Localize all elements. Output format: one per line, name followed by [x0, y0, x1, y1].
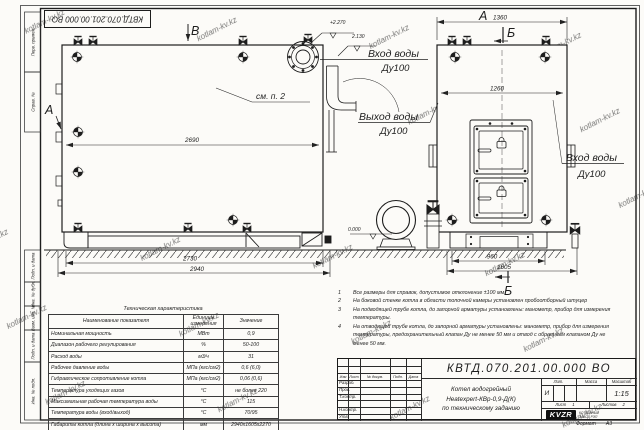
spec-value: 2940х1605х2270 — [224, 419, 279, 430]
tech-header-row — [49, 315, 279, 329]
company-cell — [541, 408, 637, 421]
spec-value: не более 220 — [224, 385, 279, 396]
dim-1260: 1260 — [489, 85, 505, 93]
spec-unit: МПа (кгс/см2) — [184, 362, 224, 373]
format-value: А3 — [605, 421, 612, 427]
col-podp: Подп. — [393, 374, 403, 379]
dim-1605: 1605 — [496, 263, 512, 271]
tech-row — [49, 362, 279, 373]
view-v-label: В — [191, 24, 200, 38]
stamp-label: Перв. примен. — [30, 27, 36, 57]
company-logo: KVZR — [546, 410, 576, 420]
water-outlet-dn: Ду100 — [380, 126, 408, 137]
stamp-label: Инв. № дубл. — [30, 280, 36, 308]
title-block — [337, 358, 636, 420]
spec-name: Рабочее давление воды — [49, 362, 184, 373]
note-item — [331, 323, 619, 348]
sheets-number: 2 — [622, 402, 625, 407]
note-text: Все размеры для справок, допустимое отклонение ±100 мм. — [353, 290, 506, 296]
spec-name: Номинальная мощность — [49, 329, 184, 340]
note-number: 3 — [338, 306, 341, 313]
elevation-zero: 0.000 — [348, 227, 361, 233]
col-list: Лист — [349, 374, 359, 379]
note-item — [331, 297, 619, 305]
spec-value: 50-100 — [224, 340, 279, 351]
tech-row — [49, 419, 279, 430]
spec-unit: МВт — [184, 329, 224, 340]
top-doc-number: КВТД.070.201.00.000 ВО — [51, 14, 144, 24]
tech-row — [49, 374, 279, 385]
product-name-line2: Heatexpert-КВр-0,9-Д(К) — [446, 395, 516, 403]
spec-name: Расход воды — [49, 351, 184, 362]
sheet-label: Лист — [555, 402, 567, 407]
section-b-top: Б — [507, 26, 516, 40]
spec-unit: МПа (кгс/см2) — [184, 374, 224, 385]
draft-fan — [377, 201, 416, 250]
tech-header: Наименование показателя — [49, 315, 184, 329]
dim-1360: 1360 — [492, 14, 508, 22]
sheet-cell — [541, 401, 589, 408]
tech-row — [49, 340, 279, 351]
titleblock-doc-number: КВТД.070.201.00.000 ВО — [446, 362, 612, 375]
spec-value: 115 — [224, 396, 279, 407]
spec-unit: °С — [184, 385, 224, 396]
sheets-label: Листов — [601, 402, 617, 407]
spec-unit: °С — [184, 396, 224, 407]
company-name-line2: ЗАВОД РЭП — [579, 414, 598, 419]
water-inlet-right-label: Вход воды — [566, 152, 617, 164]
water-inlet-right-dn: Ду100 — [578, 169, 606, 180]
scale-value: 1:15 — [614, 388, 629, 398]
spec-name: Температура уходящих газов — [49, 385, 184, 396]
tech-row — [49, 351, 279, 362]
water-inlet-label: Вход воды — [368, 48, 419, 60]
tech-row — [49, 385, 279, 396]
note-number: 2 — [338, 298, 341, 305]
stamp-label: Подп. и дата — [30, 252, 36, 280]
tech-row — [49, 408, 279, 419]
tech-row — [49, 329, 279, 340]
stamp-label: Подп. и дата — [30, 332, 36, 360]
col-izm: Изм — [339, 374, 347, 379]
dim-960: 960 — [486, 253, 498, 261]
spec-name: Габариты котла (длина х ширина х высота) — [49, 419, 184, 430]
lit-value: И — [544, 389, 550, 397]
note-item — [331, 306, 619, 323]
spec-unit: % — [184, 340, 224, 351]
spec-value: 0,9 — [224, 329, 279, 340]
spec-name: Диапазон рабочего регулирования — [49, 340, 184, 351]
mass-header: Масса — [584, 379, 598, 384]
sheet-number: 1 — [572, 402, 575, 407]
row-prov: Пров. — [339, 387, 351, 392]
notes-list — [331, 289, 619, 348]
product-name-line3: по техническому заданию — [442, 405, 520, 413]
stamp-label: Взам. инв. № — [30, 304, 36, 332]
water-inlet-dn: Ду100 — [382, 63, 410, 74]
note-number: 4 — [338, 323, 341, 330]
valve-riser — [424, 214, 442, 248]
tech-table — [48, 314, 279, 430]
tech-characteristics — [48, 305, 278, 430]
dim-2940: 2940 — [189, 265, 205, 273]
col-docnum: № докум. — [366, 374, 384, 379]
company-name — [579, 411, 599, 419]
note-number: 1 — [338, 290, 341, 296]
product-name — [421, 378, 541, 421]
row-tkontr: Т.контр. — [339, 393, 357, 399]
tech-header: Единицы измерения — [184, 315, 224, 329]
dim-2730: 2730 — [182, 255, 198, 263]
spec-unit: мм — [184, 419, 224, 430]
product-name-line1: Котел водогрейный — [451, 385, 511, 393]
spec-value: 0,06 (0,6) — [224, 374, 279, 385]
elevation-mid: 2.130 — [352, 34, 365, 40]
company-name-line1: КОТЕЛЬНЫЙ — [579, 410, 600, 415]
elevation-top: +2.270 — [330, 20, 346, 26]
spec-value: 31 — [224, 351, 279, 362]
col-data: Дата — [408, 374, 419, 379]
lit-header: Лит. — [553, 379, 564, 384]
spec-unit: °С — [184, 408, 224, 419]
note-text: На подводящей трубе котла, до запорной арматуры установлены: манометр, прибор для измерения температуры. — [353, 306, 611, 322]
water-outlet-label: Выход воды — [359, 111, 419, 123]
row-nkontr: Н.контр. — [339, 407, 358, 412]
row-utv: Утв. — [339, 414, 349, 419]
spec-value: 0,6 (6,0) — [224, 362, 279, 373]
stamp-label: Справ. № — [30, 92, 36, 112]
row-razrab: Разраб. — [339, 380, 355, 385]
note-item — [331, 289, 619, 297]
see-note-label: см. п. 2 — [256, 91, 285, 101]
stamp-label: Инв. № подл. — [30, 377, 36, 405]
scale-header: Масштаб — [611, 379, 632, 384]
view-a-marker: А — [45, 103, 54, 117]
spec-name: Температура воды (вход/выход) — [49, 408, 184, 419]
view-a-title: А — [479, 9, 488, 23]
spec-unit: м3/ч — [184, 351, 224, 362]
tech-header: Значение — [224, 315, 279, 329]
tech-row — [49, 396, 279, 407]
section-b-bottom: Б — [504, 284, 513, 298]
tech-table-title: Техническая характеристика — [123, 306, 203, 312]
note-text: На отводящей трубе котла, до запорной арматуры установлены: манометр, прибор для измерения температуры, предохранительный клапан Ду не менее 50 мм и отвод с обратным клапаном Ду не менее 50 мм. — [353, 323, 609, 347]
dim-2690: 2690 — [184, 137, 200, 144]
format-label: Формат — [576, 421, 596, 427]
spec-name: Гидравлическое сопротивление котла — [49, 374, 184, 385]
format-note — [576, 421, 636, 427]
spec-value: 70/95 — [224, 408, 279, 419]
sheets-cell — [589, 401, 637, 408]
note-text: На боковой стенке котла в области топочной камеры установлен пробоотборный штуцер — [353, 298, 588, 305]
spec-name: Максимальная рабочая температура воды — [49, 396, 184, 407]
